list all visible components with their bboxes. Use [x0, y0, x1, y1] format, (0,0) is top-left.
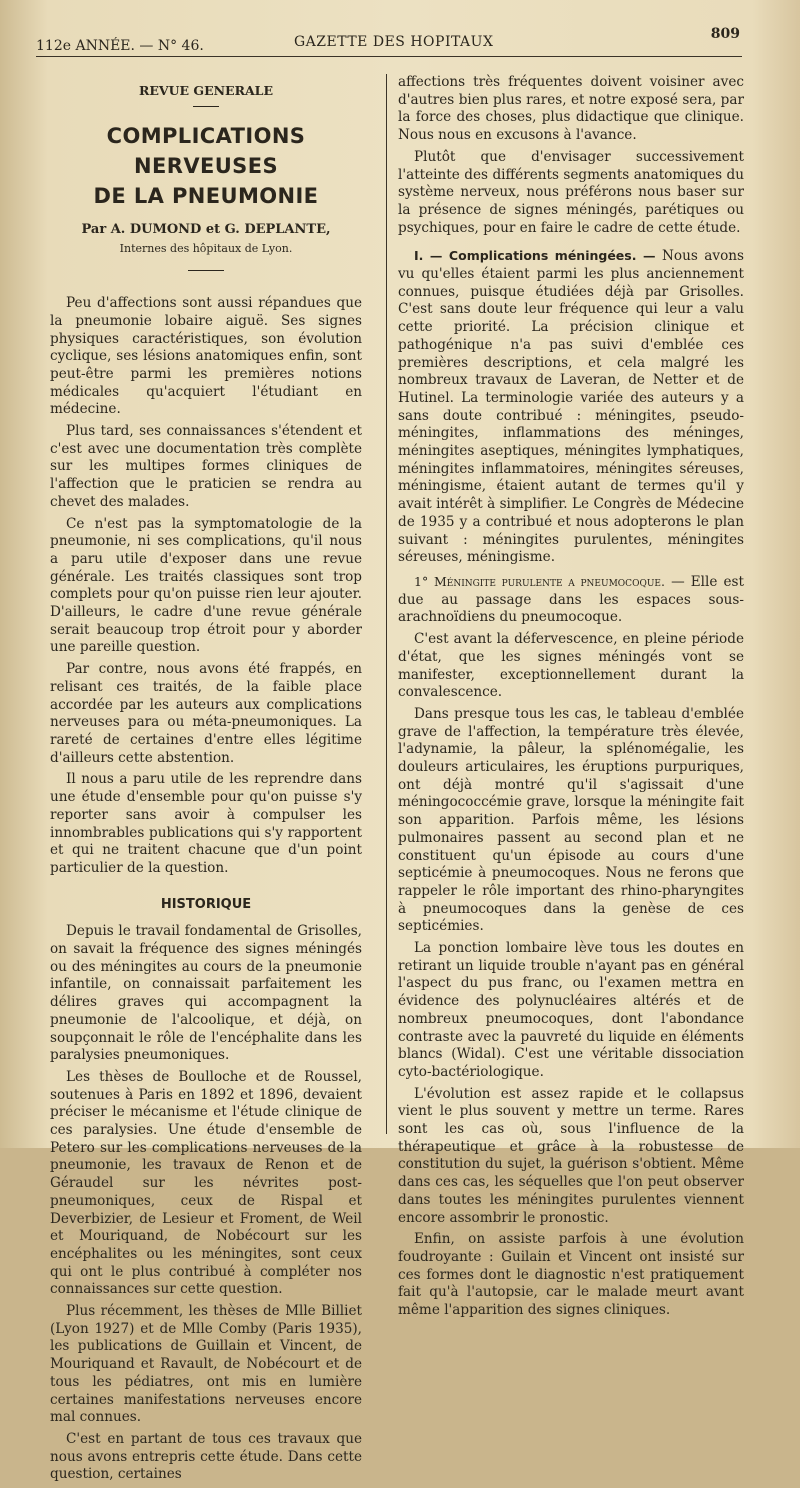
rubric: REVUE GENERALE [139, 83, 273, 98]
article-title-line2: DE LA PNEUMONIE [93, 183, 319, 208]
paragraph: Il nous a paru utile de les reprendre dans une étude d'ensemble pour qu'on puisse s'y reporter sans avoir à compulser les innombrables publications qui s'y rapportent et qui ne traitent chacune que d'un point particulier de la question. [50, 771, 362, 876]
paragraph: Plus récemment, les thèses de Mlle Billiet (Lyon 1927) et de Mlle Comby (Paris 1935), les publications de Guillain et Vincent, de Mouriquand et Ravault, de Nobécourt et de tous les pédiatres, ont mis en lumière certaines manifestations nerveuses encore mal connues. [50, 1303, 362, 1426]
title-rule [188, 270, 224, 271]
section-title-historique: HISTORIQUE [160, 896, 252, 912]
section-paragraph-meningees [398, 247, 744, 567]
paragraph: Par contre, nous avons été frappés, en relisant ces traités, de la faible place accordée par les auteurs aux complications nerveuses para ou méta-pneumoniques. La rareté de certaines d'entre elles légitime d'ailleurs cette abstention. [50, 661, 362, 766]
rubric-rule [193, 106, 219, 107]
left-column [50, 78, 362, 1488]
article-title-line1: COMPLICATIONS NERVEUSES [106, 123, 306, 178]
paragraph: affections très fréquentes doivent voisiner avec d'autres bien plus rares, et notre exposé sera, par la force des choses, plus didactique que clinique. Nous nous en excusons à l'avance. [398, 74, 744, 144]
article-authors: Par A. DUMOND et G. DEPLANTE, [81, 221, 331, 237]
paragraph: Plutôt que d'envisager successivement l'atteinte des différents segments anatomiques du système nerveux, nous préférons nous baser sur la présence de signes méningés, parétiques ou psychiques, pour en faire le cadre de cette étude. [398, 148, 744, 236]
right-column [398, 74, 744, 1324]
section-heading-meningees: I. — Complications méningées. — [414, 248, 656, 264]
paragraph: Ce n'est pas la symptomatologie de la pneumonie, ni ses complications, qu'il nous a paru utile d'exposer dans une revue générale. Les traités classiques sont trop complets pour qu'on puisse rien leur ajouter. D'ailleurs, le cadre d'une revue générale serait beaucoup trop étroit pour y aborder une pareille question. [50, 515, 362, 656]
paragraph: C'est avant la défervescence, en pleine période d'état, que les signes méningés vont se manifester, exceptionnellement durant la convalescence. [398, 631, 744, 701]
paragraph: La ponction lombaire lève tous les doutes en retirant un liquide trouble n'ayant pas en général l'aspect du pus franc, ou l'examen mettra en évidence des polynucléaires altérés et de nombreux pneumocoques, dont l'abondance contraste avec la pauvreté du liquide en éléments blancs (Widal). C'est une véritable dissociation cyto-bactériologique. [398, 940, 744, 1080]
paragraph: Depuis le travail fondamental de Grisolles, on savait la fréquence des signes méningés ou des méningites au cours de la pneumonie infantile, on connaissait parfaitement les délires graves qui accompagnent la pneumonie de l'alcoolique, et déjà, on soupçonnait le rôle de l'encéphalite dans les paralysies pneumoniques. [50, 923, 362, 1064]
paragraph: Peu d'affections sont aussi répandues que la pneumonie lobaire aiguë. Ses signes physiques caractéristiques, son évolution cyclique, ses lésions anatomiques enfin, sont peut-être parmi les premières notions médicales qu'acquiert l'étudiant en médecine. [50, 295, 362, 418]
subsection-heading: 1° Méningite purulente a pneumocoque. [414, 573, 665, 589]
paragraph: C'est en partant de tous ces travaux que nous avons entrepris cette étude. Dans cette question, certaines [50, 1431, 362, 1483]
paragraph: Les thèses de Boulloche et de Roussel, soutenues à Paris en 1892 et 1896, devaient préciser le mécanisme et l'étude clinique de ces paralysies. Une étude d'ensemble de Petero sur les complications nerveuses de la pneumonie, les travaux de Renon et de Géraudel sur les névrites post-pneumoniques, ceux de Rispal et Deverbizier, de Lesieur et Froment, de Weil et Mouriquand, de Nobécourt sur les encéphalites ou les méningites, sont ceux qui ont le plus contribué à compléter nos connaissances sur cette question. [50, 1068, 362, 1298]
paragraph: Dans presque tous les cas, le tableau d'emblée grave de l'affection, la température très élevée, l'adynamie, la pâleur, la splénomégalie, les douleurs articulaires, les éruptions purpuriques, ont déjà montré qu'il s'agissait d'une méningococcémie grave, lorsque la méningite fait son apparition. Parfois même, les lésions pulmonaires passent au second plan et ne constituent qu'un épisode au cours d'une septicémie à pneumocoques. Nous ne ferons que rappeler le rôle important des rhino-pharyngites à pneumocoques dans la genèse de ces septicémies. [398, 705, 744, 935]
issue-number: 112e ANNÉE. — N° 46. [36, 38, 204, 54]
column-divider [386, 74, 387, 1134]
section-text: Nous avons vu qu'elles étaient parmi les plus anciennement connues, puisque étudiées déjà par Grisolles. C'est sans doute leur fréquence qui leur a valu cette priorité. La précision clinique et pathogénique n'a pas suivi d'emblée ces premières descriptions, et cela malgré les nombreux travaux de Laveran, de Netter et de Hutinel. La terminologie variée des auteurs y a sans doute contribué : méningites, pseudo-méningites, inflammations des méninges, méningites aseptiques, méningites lymphatiques, méningites inflammatoires, méningites séreuses, méningisme, étaient autant de termes qu'il y avait intérêt à simplifier. Le Congrès de Médecine de 1935 y a contribué et nous adopterons le plan suivant : méningites purulentes, méningites séreuses, méningisme. [398, 248, 744, 566]
running-header [36, 26, 740, 56]
page-number: 809 [710, 26, 740, 42]
author-affiliation: Internes des hôpitaux de Lyon. [119, 242, 293, 256]
subsection-text: — Elle est due au passage dans les espaces sous-arachnoïdiens du pneumocoque. [398, 573, 744, 626]
journal-name: GAZETTE DES HOPITAUX [294, 34, 494, 50]
paragraph: Plus tard, ses connaissances s'étendent et c'est avec une documentation très complète sur les multipes formes cliniques de l'affection que le praticien se rendra au chevet des malades. [50, 423, 362, 510]
paragraph: Enfin, on assiste parfois à une évolution foudroyante : Guilain et Vincent ont insisté sur ces formes dont le diagnostic n'est pratiquement fait qu'à l'autopsie, car le malade meurt avant même l'apparition des signes cliniques. [398, 1231, 744, 1319]
paragraph: L'évolution est assez rapide et le collapsus vient le plus souvent y mettre un terme. Rares sont les cas où, sous l'influence de la thérapeutique et grâce à la robustesse de constitution du sujet, la guérison s'obtient. Même dans ces cas, les séquelles que l'on peut observer dans toutes les méningites purulentes viennent encore assombrir le pronostic. [398, 1085, 744, 1226]
header-rule [36, 56, 742, 57]
subsection-paragraph [398, 573, 744, 627]
